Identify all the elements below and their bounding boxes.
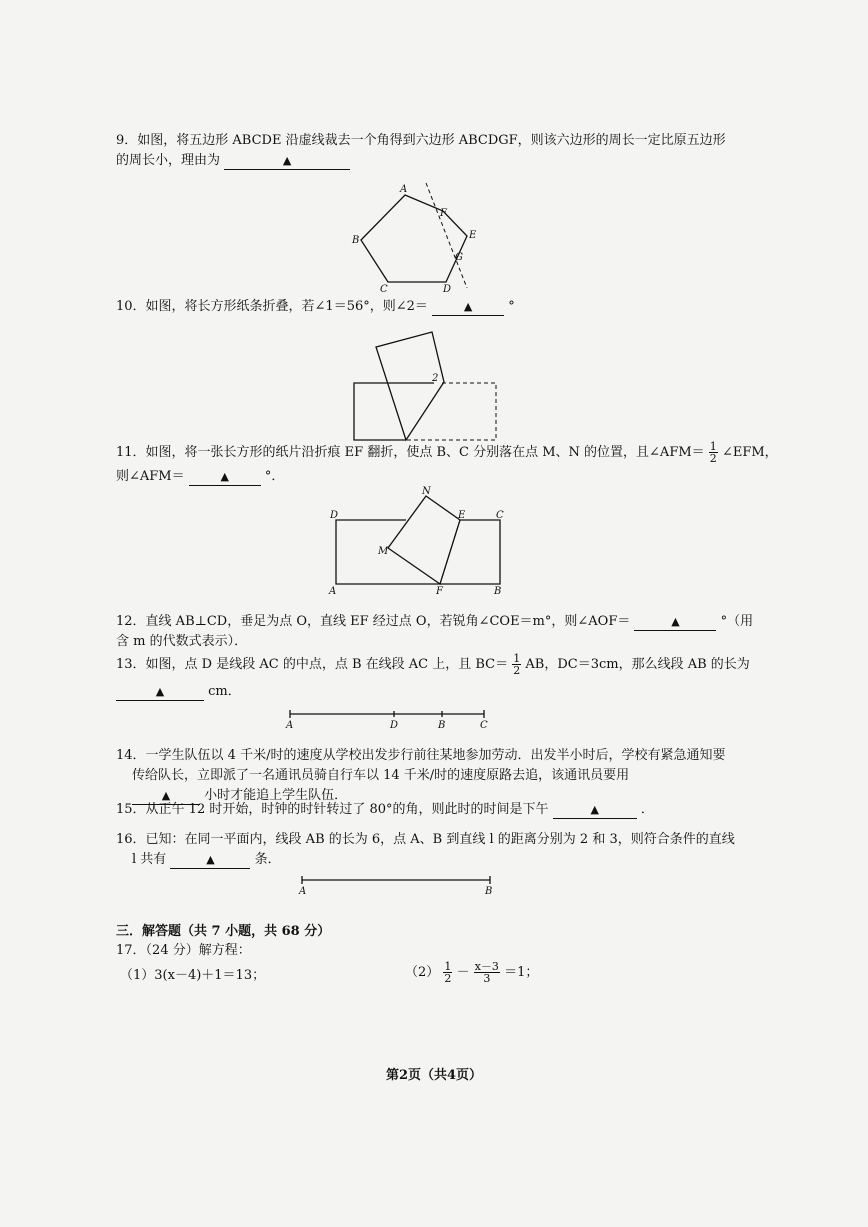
label-A: A	[329, 586, 337, 596]
question-14-line2: 传给队长，立即派了一名通讯员骑自行车以 14 千米/时的速度原路去追，该通讯员要用	[132, 768, 630, 783]
segment-ab-figure	[296, 872, 500, 898]
folded-rectangle-figure	[326, 484, 516, 596]
question-10: 10．如图，将长方形纸条折叠，若∠1＝56°，则∠2＝ ▲ °	[116, 299, 515, 314]
question-9-line1: 9．如图，将五边形 ABCDE 沿虚线裁去一个角得到六边形 ABCDGF，则该六边形的周长一定比原五边形	[116, 133, 726, 148]
label-G: G	[455, 252, 463, 263]
label-E: E	[458, 510, 466, 521]
question-16-line2: l 共有 ▲ 条．	[132, 852, 281, 867]
label-C: C	[496, 510, 504, 521]
segment-ac-figure	[284, 706, 494, 732]
pentagon-figure	[340, 178, 500, 296]
label-B: B	[438, 720, 446, 731]
question-14-line1: 14．一学生队伍以 4 千米/时的速度从学校出发步行前往某地参加劳动．出发半小时后，学校有紧急通知要	[116, 748, 726, 763]
label-E: E	[469, 230, 477, 241]
label-D: D	[443, 284, 452, 295]
folded-strip-figure	[350, 328, 502, 444]
answer-blank-12[interactable]: ▲	[634, 614, 716, 631]
question-9-line2: 的周长小，理由为 ▲	[116, 151, 350, 171]
answer-blank-13[interactable]: ▲	[116, 684, 204, 701]
fraction-one-half: $\frac{1}{2}$	[709, 440, 717, 465]
question-15: 15．从正午 12 时开始，时钟的时针转过了 80°的角，则此时的时间是下午 ▲ ．	[116, 802, 654, 817]
label-C: C	[380, 284, 388, 295]
answer-blank-10[interactable]: ▲	[432, 299, 504, 316]
question-12-line1: 12．直线 AB⊥CD，垂足为点 O，直线 EF 经过点 O，若锐角∠COE＝m°，则∠AOF＝ ▲ °（用	[116, 614, 754, 629]
question-17-part1: （1）3(x－4)＋1＝13；	[120, 968, 266, 983]
label-B: B	[352, 235, 360, 246]
fraction-one-half: $\frac{1}{2}$	[513, 652, 521, 677]
question-16-line1: 16．已知：在同一平面内，线段 AB 的长为 6，点 A、B 到直线 l 的距离分别为 2 和 3，则符合条件的直线	[116, 832, 735, 847]
label-N: N	[422, 486, 431, 497]
label-2: 2	[432, 373, 439, 384]
label-B: B	[494, 586, 502, 596]
label-C: C	[480, 720, 488, 731]
page-footer: 第2页（共4页）	[385, 1068, 483, 1083]
fraction-x-minus-3-over-3: $\frac{x-3}{3}$	[474, 960, 499, 985]
answer-blank-14[interactable]: ▲	[132, 788, 200, 805]
question-17-part2: （2） $\frac{1}{2}$ － $\frac{x-3}{3}$ ＝1；	[405, 960, 539, 985]
label-F: F	[436, 586, 443, 596]
label-F: F	[440, 208, 447, 219]
answer-blank-16[interactable]: ▲	[170, 852, 250, 869]
question-13-line1: 13．如图，点 D 是线段 AC 的中点，点 B 在线段 AC 上，且 BC＝ $\frac{1}{2}$ AB，DC＝3cm，那么线段 AB 的长为	[116, 652, 750, 677]
question-13-line2: ▲ cm．	[116, 682, 241, 702]
question-11-line1: 11．如图，将一张长方形的纸片沿折痕 EF 翻折，使点 B、C 分别落在点 M、N 的位置，且∠AFM＝ $\frac{1}{2}$ ∠EFM，	[116, 440, 778, 465]
section-3-heading: 三．解答题（共 7 小题，共 68 分）	[116, 924, 331, 939]
label-D: D	[330, 510, 339, 521]
question-17-title: 17．（24 分）解方程：	[116, 943, 251, 958]
label-A: A	[299, 886, 307, 897]
label-A: A	[400, 184, 408, 195]
answer-blank-11[interactable]: ▲	[189, 469, 261, 486]
question-12-line2: 含 m 的代数式表示）．	[116, 634, 248, 649]
label-A: A	[286, 720, 294, 731]
answer-blank-15[interactable]: ▲	[553, 802, 637, 819]
fraction-one-half: $\frac{1}{2}$	[444, 960, 452, 985]
answer-blank-9[interactable]: ▲	[224, 153, 350, 170]
label-M: M	[378, 546, 389, 557]
label-B: B	[485, 886, 493, 897]
question-14-line3: ▲ 小时才能追上学生队伍．	[132, 786, 347, 806]
question-11-line2: 则∠AFM＝ ▲ °．	[116, 469, 285, 484]
label-D: D	[390, 720, 399, 731]
